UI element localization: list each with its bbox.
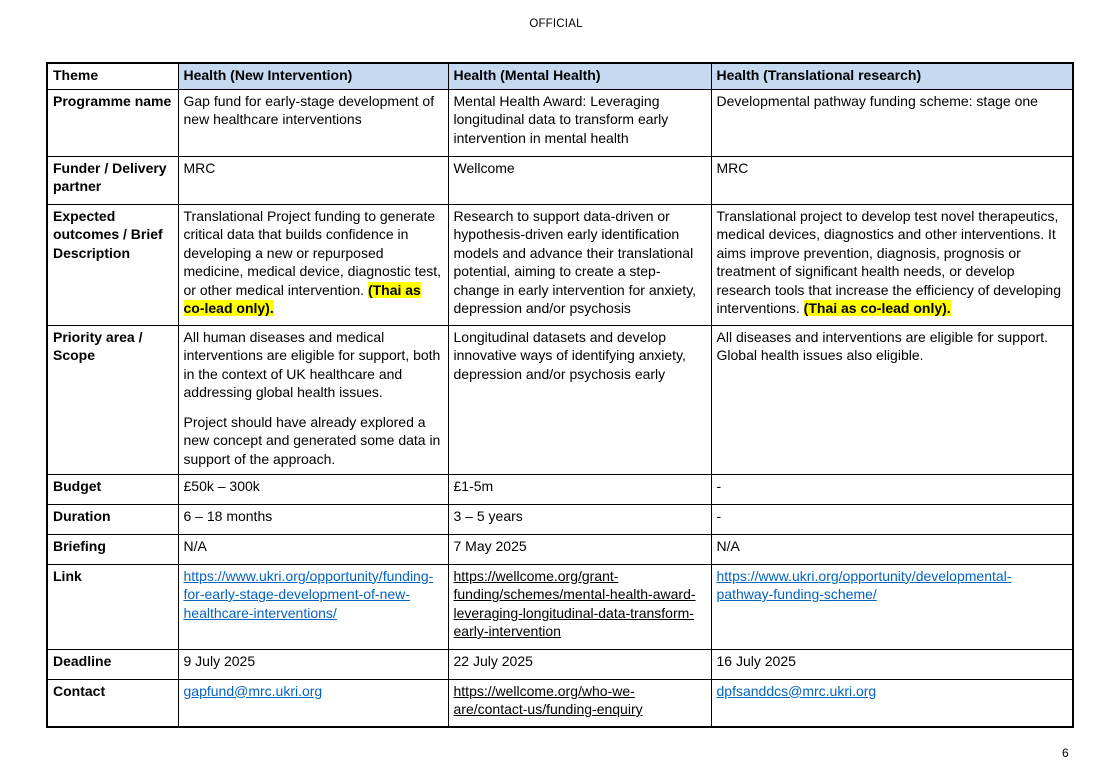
cell-duration-translational: - (711, 504, 1073, 534)
cell-programme-mental-health: Mental Health Award: Leveraging longitudinal data to transform early intervention in mental health (448, 89, 711, 156)
header-theme: Theme (47, 63, 178, 89)
cell-budget-new-intervention: £50k – 300k (178, 474, 448, 504)
cell-funder-new-intervention: MRC (178, 156, 448, 204)
cell-briefing-new-intervention: N/A (178, 534, 448, 564)
header-mental-health: Health (Mental Health) (448, 63, 711, 89)
label-expected-outcomes: Expected outcomes / Brief Description (47, 204, 178, 325)
label-contact: Contact (47, 679, 178, 727)
label-programme-name: Programme name (47, 89, 178, 156)
page-number: 6 (1062, 746, 1069, 760)
row-link (47, 564, 1073, 649)
cell-programme-new-intervention: Gap fund for early-stage development of new healthcare interventions (178, 89, 448, 156)
label-priority-scope: Priority area / Scope (47, 325, 178, 474)
label-duration: Duration (47, 504, 178, 534)
outcomes-text: Translational project to develop test novel therapeutics, medical devices, diagnostics and other interventions. It aims improve prevention, diagnosis, prognosis or treatment of significant health needs, or develop research tools that increase the efficiency of developing interventions. (716, 207, 1062, 316)
header-new-intervention: Health (New Intervention) (178, 63, 448, 89)
cell-briefing-mental-health: 7 May 2025 (448, 534, 711, 564)
cell-contact-mental-health (448, 679, 711, 727)
scope-paragraph: Project should have already explored a new concept and generated some data in support of the approach. (183, 413, 441, 467)
cell-link-new-intervention (178, 564, 448, 649)
row-contact (47, 679, 1073, 727)
cell-funder-translational: MRC (711, 156, 1073, 204)
cell-briefing-translational: N/A (711, 534, 1073, 564)
cell-outcomes-translational (711, 204, 1073, 325)
label-link: Link (47, 564, 178, 649)
cell-contact-translational (711, 679, 1073, 727)
row-priority-scope (47, 325, 1073, 474)
label-briefing: Briefing (47, 534, 178, 564)
label-budget: Budget (47, 474, 178, 504)
cell-scope-mental-health: Longitudinal datasets and develop innovative ways of identifying anxiety, depression and/or psychosis early (448, 325, 711, 474)
row-deadline (47, 649, 1073, 679)
dpfs-email-link[interactable]: dpfsanddcs@mrc.ukri.org (716, 682, 877, 699)
cell-outcomes-new-intervention (178, 204, 448, 325)
cell-deadline-new-intervention: 9 July 2025 (178, 649, 448, 679)
wellcome-contact-link[interactable]: https://wellcome.org/who-we-are/contact-us/funding-enquiry (453, 682, 643, 717)
cell-programme-translational: Developmental pathway funding scheme: stage one (711, 89, 1073, 156)
table-header-row (47, 63, 1073, 89)
funding-table (46, 62, 1074, 728)
cell-budget-translational: - (711, 474, 1073, 504)
label-deadline: Deadline (47, 649, 178, 679)
row-funder (47, 156, 1073, 204)
cell-scope-translational: All diseases and interventions are eligible for support. Global health issues also eligible. (711, 325, 1073, 474)
row-briefing (47, 534, 1073, 564)
cell-budget-mental-health: £1-5m (448, 474, 711, 504)
wellcome-award-link[interactable]: https://wellcome.org/grant-funding/schemes/mental-health-award-leveraging-longitudinal-data-transform-early-intervention (453, 567, 696, 639)
header-translational-research: Health (Translational research) (711, 63, 1073, 89)
cell-deadline-mental-health: 22 July 2025 (448, 649, 711, 679)
co-lead-highlight: (Thai as co-lead only). (183, 281, 421, 316)
cell-link-translational (711, 564, 1073, 649)
cell-duration-mental-health: 3 – 5 years (448, 504, 711, 534)
ukri-dpfs-link[interactable]: https://www.ukri.org/opportunity/developmental-pathway-funding-scheme/ (716, 567, 1012, 602)
scope-paragraph: All human diseases and medical interventions are eligible for support, both in the context of UK healthcare and addressing global health issues. (183, 328, 441, 400)
cell-contact-new-intervention (178, 679, 448, 727)
cell-deadline-translational: 16 July 2025 (711, 649, 1073, 679)
ukri-gap-fund-link[interactable]: https://www.ukri.org/opportunity/funding-for-early-stage-development-of-new-healthcare-interventions/ (183, 567, 434, 621)
cell-scope-new-intervention (178, 325, 448, 474)
label-funder: Funder / Delivery partner (47, 156, 178, 204)
cell-funder-mental-health: Wellcome (448, 156, 711, 204)
outcomes-text: Translational Project funding to generate critical data that builds confidence in developing a new or repurposed medicine, medical device, diagnostic test, or other medical intervention. (183, 207, 442, 298)
cell-duration-new-intervention: 6 – 18 months (178, 504, 448, 534)
co-lead-highlight: (Thai as co-lead only). (803, 300, 951, 316)
row-budget (47, 474, 1073, 504)
cell-link-mental-health (448, 564, 711, 649)
page-header-classification: OFFICIAL (529, 18, 583, 30)
row-duration (47, 504, 1073, 534)
row-programme-name (47, 89, 1073, 156)
row-expected-outcomes (47, 204, 1073, 325)
gapfund-email-link[interactable]: gapfund@mrc.ukri.org (183, 682, 323, 699)
cell-outcomes-mental-health: Research to support data-driven or hypothesis-driven early identification models and advance their translational potential, aiming to create a step-change in early intervention for anxiety, depression and/or psychosis (448, 204, 711, 325)
